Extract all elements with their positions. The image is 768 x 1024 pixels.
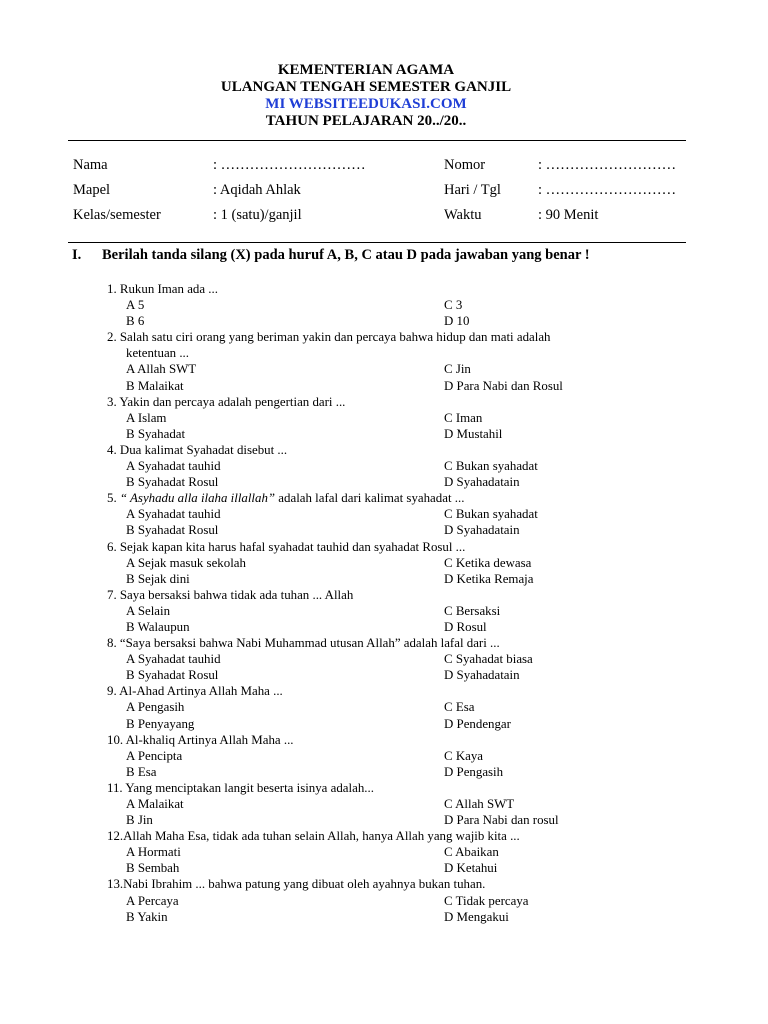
option-c: C Bukan syahadat — [444, 459, 538, 474]
question-text: 13.Nabi Ibrahim ... bahwa patung yang dibuat oleh ayahnya bukan tuhan. — [107, 877, 486, 892]
option-d: D Mustahil — [444, 426, 503, 441]
option-a: A Pengasih — [126, 700, 185, 715]
question-list — [0, 281, 768, 925]
question-quote: “ Asyhadu alla ilaha illallah” — [119, 491, 276, 506]
option-c: C Ketika dewasa — [444, 555, 532, 570]
option-b: B Syahadat Rosul — [126, 475, 219, 490]
option-d: D Syahadatain — [444, 523, 520, 538]
option-d: D Ketika Remaja — [444, 571, 534, 586]
option-a: A Selain — [126, 603, 171, 618]
option-c: C Iman — [444, 410, 483, 425]
question-suffix: adalah lafal dari kalimat syahadat ... — [275, 491, 465, 506]
question-text: 11. Yang menciptakan langit beserta isinya adalah... — [107, 780, 374, 795]
nomor-value: : ……………………… — [538, 157, 677, 173]
option-d: D Syahadatain — [444, 475, 520, 490]
option-a: A Pencipta — [126, 748, 183, 763]
question-text: 10. Al-khaliq Artinya Allah Maha ... — [107, 732, 294, 747]
option-c: C Bukan syahadat — [444, 507, 538, 522]
option-b: B 6 — [126, 314, 145, 329]
option-d: D 10 — [444, 314, 470, 329]
option-b: B Malaikat — [126, 378, 184, 393]
option-b: B Syahadat — [126, 426, 186, 441]
exam-title: ULANGAN TENGAH SEMESTER GANJIL — [220, 79, 512, 95]
option-a: A Malaikat — [126, 797, 184, 811]
info-divider — [68, 242, 686, 243]
option-c: C Esa — [444, 700, 475, 715]
option-c: C Kaya — [444, 748, 484, 763]
question-text: 3. Yakin dan percaya adalah pengertian dari ... — [107, 394, 346, 409]
question-text: 2. Salah satu ciri orang yang beriman yakin dan percaya bahwa hidup dan mati adalah — [107, 330, 551, 345]
option-a: A Hormati — [126, 845, 181, 860]
ministry-title: KEMENTERIAN AGAMA — [277, 62, 455, 78]
option-b: B Yakin — [126, 909, 168, 924]
option-b: B Syahadat Rosul — [126, 523, 219, 538]
section-number: I. — [72, 247, 82, 263]
hari-value: : ……………………… — [538, 182, 677, 198]
option-b: B Walaupun — [126, 619, 190, 634]
option-a: A 5 — [126, 298, 145, 313]
option-a: A Syahadat tauhid — [126, 652, 221, 667]
document-header — [0, 62, 732, 130]
option-c: C Allah SWT — [444, 797, 515, 811]
option-c: C Tidak percaya — [444, 893, 529, 908]
option-d: D Para Nabi dan rosul — [444, 813, 559, 828]
option-b: B Sembah — [126, 861, 180, 876]
waktu-label: Waktu — [444, 207, 482, 223]
option-d: D Pendengar — [444, 716, 511, 731]
option-c: C Abaikan — [444, 845, 499, 860]
option-c: C Jin — [444, 362, 471, 377]
question-text: 9. Al-Ahad Artinya Allah Maha ... — [107, 684, 283, 699]
option-a: A Allah SWT — [126, 362, 197, 377]
question-prefix: 5. — [107, 491, 120, 506]
question-text: 6. Sejak kapan kita harus hafal syahadat tauhid dan syahadat Rosul ... — [107, 539, 466, 554]
option-d: D Syahadatain — [444, 668, 520, 683]
option-d: D Para Nabi dan Rosul — [444, 378, 563, 393]
nama-value: : ………………………… — [213, 157, 366, 173]
option-d: D Ketahui — [444, 861, 498, 876]
academic-year: TAHUN PELAJARAN 20../20.. — [265, 113, 467, 129]
option-c: C Bersaksi — [444, 603, 501, 618]
option-b: B Jin — [126, 813, 153, 828]
section-text: Berilah tanda silang (X) pada huruf A, B, C atau D pada jawaban yang benar ! — [102, 247, 590, 263]
nama-label: Nama — [73, 157, 108, 173]
option-c: C 3 — [444, 298, 463, 313]
option-a: A Syahadat tauhid — [126, 507, 221, 522]
hari-label: Hari / Tgl — [444, 182, 501, 198]
waktu-value: : 90 Menit — [538, 207, 599, 223]
option-c: C Syahadat biasa — [444, 652, 533, 667]
question-text — [107, 490, 464, 506]
mapel-value: : Aqidah Ahlak — [213, 182, 301, 198]
option-a: A Islam — [126, 410, 167, 425]
option-b: B Syahadat Rosul — [126, 668, 219, 683]
option-b: B Sejak dini — [126, 571, 190, 586]
question-text: 8. “Saya bersaksi bahwa Nabi Muhammad utusan Allah” adalah lafal dari ... — [107, 636, 500, 651]
nomor-label: Nomor — [444, 157, 486, 173]
option-d: D Mengakui — [444, 909, 509, 924]
option-a: A Percaya — [126, 893, 179, 908]
option-d: D Rosul — [444, 619, 487, 634]
question-text: 7. Saya bersaksi bahwa tidak ada tuhan ... Allah — [107, 587, 354, 602]
kelas-value: : 1 (satu)/ganjil — [213, 207, 302, 223]
option-a: A Syahadat tauhid — [126, 459, 221, 474]
mapel-label: Mapel — [73, 182, 111, 198]
question-text-continued: ketentuan ... — [126, 346, 189, 361]
school-name: MI WEBSITEEDUKASI.COM — [265, 96, 467, 112]
question-text: 12.Allah Maha Esa, tidak ada tuhan selain Allah, hanya Allah yang wajib kita ... — [107, 829, 520, 844]
header-divider — [68, 140, 686, 141]
option-d: D Pengasih — [444, 764, 504, 779]
kelas-label: Kelas/semester — [73, 207, 161, 223]
question-text: 1. Rukun Iman ada ... — [107, 282, 218, 296]
option-b: B Esa — [126, 764, 157, 779]
option-a: A Sejak masuk sekolah — [126, 555, 246, 570]
question-text: 4. Dua kalimat Syahadat disebut ... — [107, 442, 288, 457]
option-b: B Penyayang — [126, 716, 195, 731]
